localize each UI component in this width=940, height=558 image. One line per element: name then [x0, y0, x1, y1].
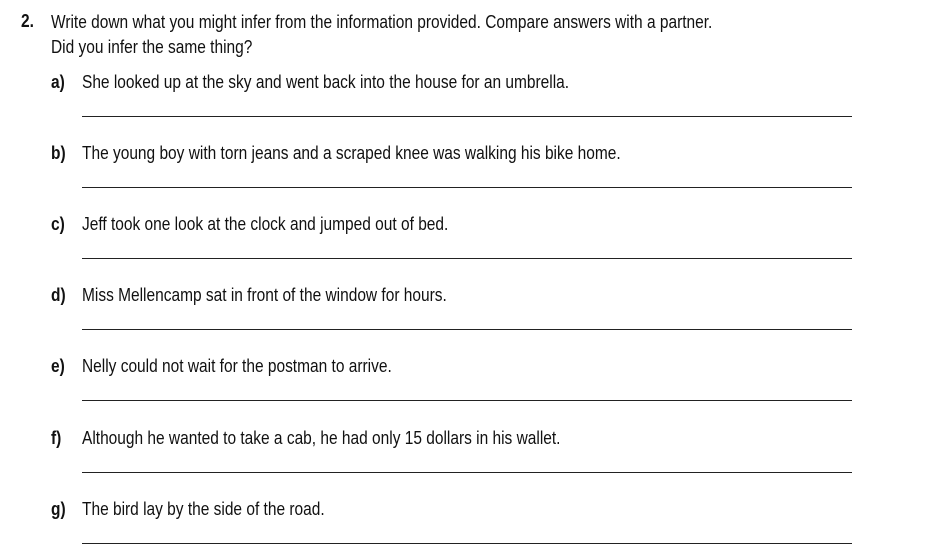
- question-prompt-line-2: Did you infer the same thing?: [51, 37, 253, 57]
- question-number: 2.: [21, 11, 34, 31]
- item-letter: f): [51, 428, 62, 448]
- item-letter: b): [51, 143, 66, 163]
- item-letter: d): [51, 285, 66, 305]
- item-f: [0, 427, 940, 487]
- question-prompt: [51, 10, 808, 60]
- item-b: [0, 142, 940, 202]
- answer-line-e[interactable]: [82, 400, 852, 401]
- item-text: The young boy with torn jeans and a scraped knee was walking his bike home.: [82, 143, 621, 163]
- answer-line-a[interactable]: [82, 116, 852, 117]
- item-text: The bird lay by the side of the road.: [82, 499, 325, 519]
- item-a: [0, 71, 940, 131]
- item-d: [0, 284, 940, 344]
- item-letter: a): [51, 72, 65, 92]
- question-prompt-line-1: Write down what you might infer from the information provided. Compare answers with a partner.: [51, 12, 713, 32]
- answer-line-g[interactable]: [82, 543, 852, 544]
- answer-line-b[interactable]: [82, 187, 852, 188]
- answer-line-f[interactable]: [82, 472, 852, 473]
- item-text: She looked up at the sky and went back into the house for an umbrella.: [82, 72, 570, 92]
- item-text: Although he wanted to take a cab, he had only 15 dollars in his wallet.: [82, 428, 561, 448]
- item-letter: e): [51, 356, 65, 376]
- item-e: [0, 355, 940, 415]
- item-text: Jeff took one look at the clock and jumped out of bed.: [82, 214, 449, 234]
- answer-line-d[interactable]: [82, 329, 852, 330]
- item-letter: c): [51, 214, 65, 234]
- item-text: Nelly could not wait for the postman to arrive.: [82, 356, 392, 376]
- item-c: [0, 213, 940, 273]
- answer-line-c[interactable]: [82, 258, 852, 259]
- item-letter: g): [51, 499, 66, 519]
- item-text: Miss Mellencamp sat in front of the window for hours.: [82, 285, 447, 305]
- item-g: [0, 498, 940, 558]
